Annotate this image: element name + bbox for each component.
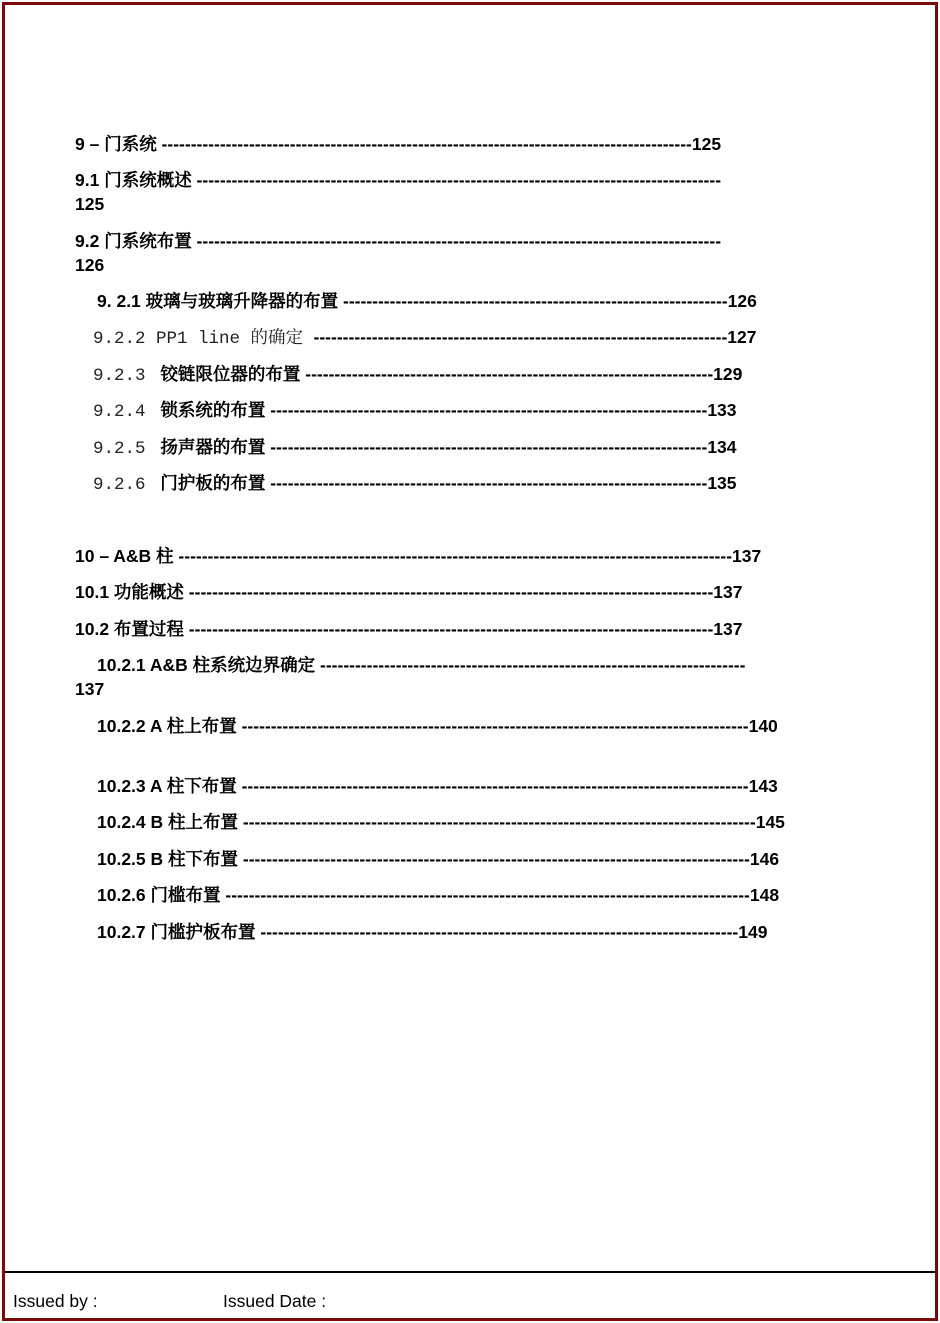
footer-divider <box>5 1271 935 1273</box>
toc-entry-title: 扬声器的布置 ---------------------------------------------------------------------------134 <box>160 437 737 457</box>
toc-entry-10-2-1-page: 137 <box>75 679 105 699</box>
toc-entry-9[interactable]: 9 – 门系统 -------------------------------------------------------------------------------------------125 <box>75 134 722 154</box>
toc-entry-9-2[interactable]: 9.2 门系统布置 ------------------------------------------------------------------------------------------ <box>75 231 722 251</box>
toc-entry-number: 9.2.3 <box>93 366 146 386</box>
toc-entry-leader: -----------------------------------------------------------------------127 <box>313 327 757 347</box>
issued-date-label: Issued Date : <box>223 1291 327 1311</box>
toc-entry-number: 9.2.6 <box>93 475 146 495</box>
toc-entry-9-2-page: 126 <box>75 255 105 275</box>
toc-entry-9-2-3[interactable] <box>93 363 742 387</box>
issued-by-label: Issued by : <box>13 1291 98 1311</box>
table-of-contents <box>5 5 935 1265</box>
toc-entry-title: 门护板的布置 ---------------------------------------------------------------------------135 <box>160 473 737 493</box>
toc-entry-title: 锁系统的布置 ---------------------------------------------------------------------------133 <box>160 400 737 420</box>
toc-entry-10-2-6[interactable]: 10.2.6 门槛布置 ------------------------------------------------------------------------------------------148 <box>97 885 780 905</box>
toc-entry-9-2-6[interactable] <box>93 472 737 496</box>
toc-entry-10[interactable]: 10 – A&B 柱 -----------------------------------------------------------------------------------------------137 <box>75 546 762 566</box>
toc-entry-9-2-1[interactable]: 9. 2.1 玻璃与玻璃升降器的布置 ------------------------------------------------------------------126 <box>97 291 757 311</box>
toc-entry-9-2-5[interactable] <box>93 436 737 460</box>
toc-entry-10-2-3[interactable]: 10.2.3 A 柱下布置 ---------------------------------------------------------------------------------------143 <box>97 776 778 796</box>
toc-entry-9-1[interactable]: 9.1 门系统概述 ------------------------------------------------------------------------------------------ <box>75 170 722 190</box>
toc-entry-10-2-2[interactable]: 10.2.2 A 柱上布置 ---------------------------------------------------------------------------------------140 <box>97 716 778 736</box>
toc-entry-label: 9.2.2 PP1 line 的确定 <box>93 329 314 349</box>
toc-entry-10-2[interactable]: 10.2 布置过程 ------------------------------------------------------------------------------------------137 <box>75 619 743 639</box>
toc-entry-number: 9.2.5 <box>93 439 146 459</box>
toc-entry-9-2-2[interactable] <box>93 326 757 350</box>
toc-entry-10-2-1[interactable]: 10.2.1 A&B 柱系统边界确定 ------------------------------------------------------------------------- <box>97 655 746 675</box>
toc-entry-title: 铰链限位器的布置 ----------------------------------------------------------------------129 <box>160 364 743 384</box>
toc-entry-10-2-4[interactable]: 10.2.4 B 柱上布置 ----------------------------------------------------------------------------------------145 <box>97 812 785 832</box>
toc-entry-10-2-7[interactable]: 10.2.7 门槛护板布置 ----------------------------------------------------------------------------------149 <box>97 922 768 942</box>
toc-entry-10-2-5[interactable]: 10.2.5 B 柱下布置 ---------------------------------------------------------------------------------------146 <box>97 849 780 869</box>
toc-entry-9-2-4[interactable] <box>93 399 737 423</box>
toc-entry-number: 9.2.4 <box>93 402 146 422</box>
document-page <box>2 2 938 1321</box>
toc-entry-10-1[interactable]: 10.1 功能概述 ------------------------------------------------------------------------------------------137 <box>75 582 743 602</box>
toc-entry-9-1-page: 125 <box>75 194 105 214</box>
